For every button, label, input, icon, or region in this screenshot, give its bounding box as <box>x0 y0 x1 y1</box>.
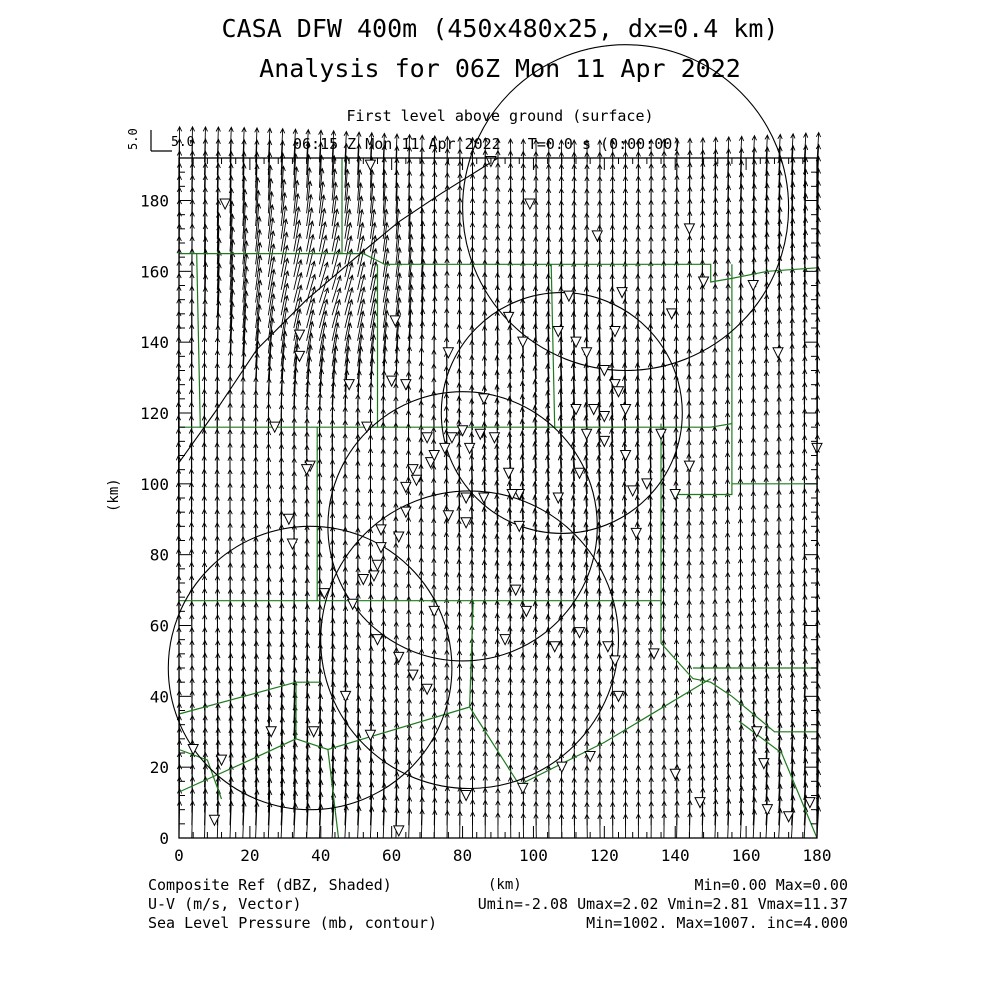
station-marker <box>599 436 609 446</box>
field3-name: Sea Level Pressure (mb, contour) <box>148 914 437 932</box>
wind-vector <box>649 140 653 163</box>
station-marker <box>603 642 613 652</box>
station-marker <box>610 656 620 666</box>
station-marker <box>599 366 609 376</box>
y-tick-label: 140 <box>140 333 169 353</box>
station-marker <box>461 791 471 801</box>
station-marker <box>461 518 471 528</box>
x-tick-label: 180 <box>802 846 832 865</box>
station-marker <box>401 482 411 492</box>
wind-vector <box>255 802 259 838</box>
x-tick-label: 120 <box>589 846 619 865</box>
station-marker <box>422 433 432 443</box>
station-marker <box>465 443 475 453</box>
wind-vector <box>242 802 246 838</box>
vector-scale-vertical-label: 5.0 <box>126 128 140 150</box>
station-marker <box>376 525 386 535</box>
station-marker <box>479 394 489 404</box>
station-marker <box>684 224 694 234</box>
county-line <box>197 254 378 428</box>
station-marker <box>805 798 815 808</box>
station-marker <box>564 291 574 301</box>
station-marker <box>341 691 351 701</box>
y-axis-label: (km) <box>106 478 122 512</box>
county-line <box>551 264 555 427</box>
station-marker <box>394 532 404 542</box>
station-marker <box>394 826 404 836</box>
station-marker <box>621 404 631 414</box>
wind-vector <box>623 140 627 162</box>
y-tick-label: 20 <box>149 758 169 778</box>
station-marker <box>575 628 585 638</box>
wind-vector <box>598 140 602 162</box>
wind-vector <box>611 140 615 162</box>
station-marker <box>372 560 382 570</box>
field1-name: Composite Ref (dBZ, Shaded) <box>148 876 392 894</box>
x-tick-label: 160 <box>731 846 761 865</box>
y-tick-label: 0 <box>159 829 169 848</box>
station-marker <box>621 451 631 461</box>
x-tick-label: 0 <box>174 846 184 865</box>
station-marker <box>266 727 276 737</box>
station-marker <box>504 468 514 478</box>
station-marker <box>429 606 439 616</box>
station-marker <box>631 528 641 538</box>
field2-stats: Umin=-2.08 Umax=2.02 Vmin=2.81 Vmax=11.37 <box>477 895 848 913</box>
station-marker <box>372 635 382 645</box>
station-marker <box>628 486 638 496</box>
station-marker <box>571 404 581 414</box>
station-marker <box>571 337 581 347</box>
y-tick-label: 40 <box>149 687 169 707</box>
station-marker <box>358 574 368 584</box>
station-marker <box>557 762 567 772</box>
y-tick-label: 180 <box>140 191 169 211</box>
station-marker <box>762 805 772 815</box>
wind-vector <box>534 140 538 163</box>
station-marker <box>610 327 620 337</box>
wind-vector <box>229 802 233 839</box>
wind-vector <box>585 140 589 162</box>
station-marker <box>684 461 694 471</box>
field2-name: U-V (m/s, Vector) <box>148 895 302 913</box>
station-marker <box>511 585 521 595</box>
x-tick-label: 40 <box>311 846 331 865</box>
station-marker <box>447 433 457 443</box>
level-label: First level above ground (surface) <box>346 107 654 125</box>
time-label: 06:15 Z Mon 11 Apr 2022 T=0.0 s (0:00:00) <box>293 135 682 153</box>
chart-subtitle: Analysis for 06Z Mon 11 Apr 2022 <box>259 54 741 83</box>
y-tick-label: 60 <box>149 616 169 636</box>
station-marker <box>461 493 471 503</box>
wind-vector <box>319 262 328 289</box>
vector-scale-key <box>151 130 172 151</box>
y-tick-label: 160 <box>140 262 169 282</box>
station-marker <box>614 387 624 397</box>
vector-scale-label: 5.0 <box>171 135 195 150</box>
station-marker <box>582 348 592 358</box>
station-marker <box>408 465 418 475</box>
station-marker <box>518 337 528 347</box>
station-marker <box>348 599 358 609</box>
x-tick-label: 80 <box>452 846 473 865</box>
station-marker <box>443 511 453 521</box>
station-marker <box>695 798 705 808</box>
station-marker <box>394 652 404 662</box>
wind-vector <box>726 811 730 838</box>
wind-vector <box>739 811 743 838</box>
chart-title: CASA DFW 400m (450x480x25, dx=0.4 km) <box>221 14 779 43</box>
x-tick-label: 20 <box>240 846 260 865</box>
wind-vector <box>382 808 386 838</box>
x-axis-label: (km) <box>488 877 522 893</box>
x-tick-label: 60 <box>382 846 402 865</box>
station-marker <box>589 404 599 414</box>
wind-vector <box>662 139 666 162</box>
station-marker <box>525 199 535 209</box>
station-marker <box>550 642 560 652</box>
y-tick-label: 120 <box>140 404 169 423</box>
station-marker <box>748 281 758 291</box>
station-marker <box>422 684 432 694</box>
station-marker <box>284 514 294 524</box>
station-markers <box>188 157 822 836</box>
vector-scale-arrow <box>151 130 172 151</box>
station-marker <box>670 769 680 779</box>
wind-vector <box>714 812 718 838</box>
x-tick-label: 140 <box>660 846 690 865</box>
county-line <box>179 682 321 714</box>
station-marker <box>582 429 592 439</box>
wind-vector <box>521 139 525 162</box>
station-marker <box>365 160 375 170</box>
station-marker <box>575 468 585 478</box>
station-marker <box>287 539 297 549</box>
wind-vector <box>636 140 640 163</box>
station-marker <box>773 348 783 358</box>
wind-vector <box>508 139 512 162</box>
station-marker <box>699 277 709 287</box>
station-marker <box>401 507 411 517</box>
station-marker <box>656 429 666 439</box>
x-tick-label: 100 <box>518 846 548 865</box>
field1-stats: Min=0.00 Max=0.00 <box>694 876 848 894</box>
station-marker <box>518 783 528 793</box>
station-marker <box>614 691 624 701</box>
station-marker <box>220 199 230 209</box>
y-tick-label: 80 <box>149 545 169 565</box>
y-tick-label: 100 <box>140 474 169 494</box>
field3-stats: Min=1002. Max=1007. inc=4.000 <box>586 914 848 932</box>
station-marker <box>401 380 411 390</box>
